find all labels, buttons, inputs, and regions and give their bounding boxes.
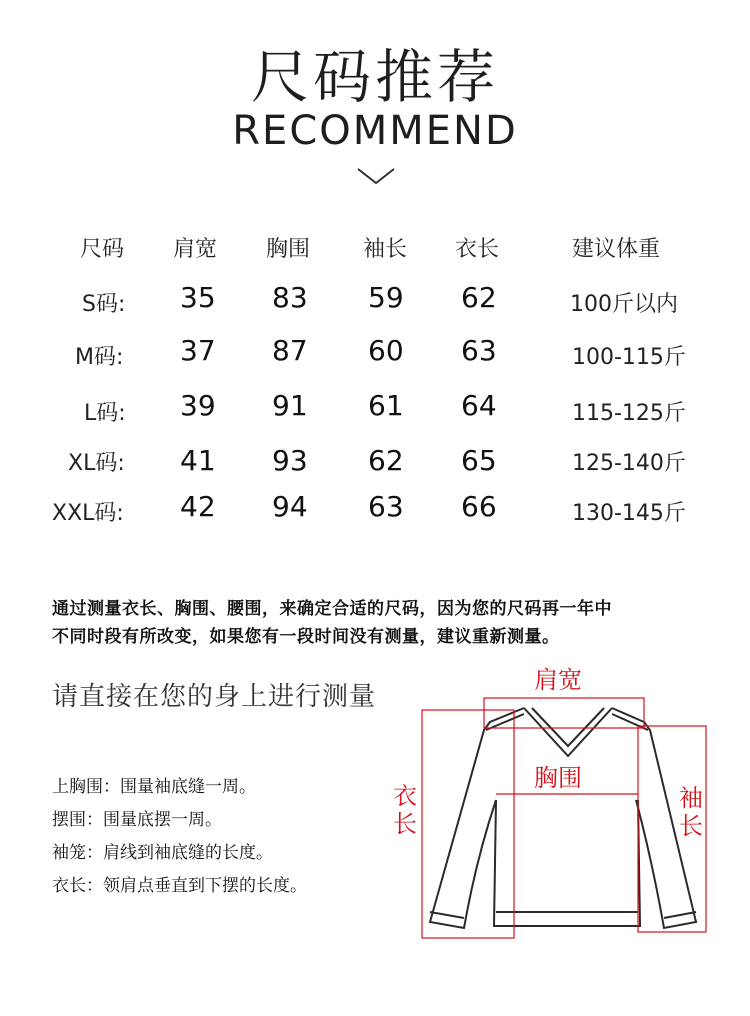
- cell-chest: 93: [272, 444, 308, 477]
- shoulder-label: 肩宽: [534, 666, 582, 694]
- cell-shoulder: 42: [180, 490, 216, 523]
- measure-item-hem: 摆围：围量底摆一周。: [52, 810, 222, 830]
- header-sleeve: 袖长: [363, 237, 408, 262]
- header-length: 衣长: [455, 237, 500, 262]
- cell-length: 65: [461, 444, 497, 477]
- chevron-down-icon: [356, 166, 396, 186]
- cell-shoulder: 41: [180, 444, 216, 477]
- header-size: 尺码: [80, 237, 125, 262]
- cell-length: 62: [461, 281, 497, 314]
- cell-chest: 94: [272, 490, 308, 523]
- measure-note-line2: 不同时段有所改变，如果您有一段时间没有测量，建议重新测量。: [52, 627, 560, 647]
- header-chest: 胸围: [266, 237, 311, 262]
- row-size-label: XL码:: [68, 451, 125, 476]
- cell-sleeve: 60: [368, 334, 404, 367]
- cell-sleeve: 61: [368, 389, 404, 422]
- measure-item-armhole: 袖笼：肩线到袖底缝的长度。: [52, 843, 273, 863]
- cell-shoulder: 39: [180, 389, 216, 422]
- header-shoulder: 肩宽: [173, 237, 218, 262]
- sleeve-label: 袖 长: [679, 784, 703, 840]
- cell-sleeve: 62: [368, 444, 404, 477]
- cell-chest: 83: [272, 281, 308, 314]
- length-label: 衣 长: [393, 782, 417, 838]
- cell-shoulder: 35: [180, 281, 216, 314]
- header-weight: 建议体重: [572, 237, 661, 262]
- cell-sleeve: 59: [368, 281, 404, 314]
- cell-weight: 125-140斤: [572, 451, 686, 476]
- measure-item-length: 衣长：领肩点垂直到下摆的长度。: [52, 876, 307, 896]
- cell-length: 63: [461, 334, 497, 367]
- cell-length: 64: [461, 389, 497, 422]
- cell-weight: 100-115斤: [572, 345, 686, 370]
- cell-sleeve: 63: [368, 490, 404, 523]
- chest-label: 胸围: [534, 764, 582, 792]
- row-size-label: L码:: [84, 401, 126, 426]
- measure-item-chest: 上胸围：围量袖底缝一周。: [52, 777, 256, 797]
- cell-chest: 91: [272, 389, 308, 422]
- measure-title: 请直接在您的身上进行测量: [52, 682, 377, 712]
- row-size-label: S码:: [82, 292, 126, 317]
- row-size-label: XXL码:: [52, 501, 124, 526]
- cell-weight: 100斤以内: [570, 292, 678, 317]
- sweater-outline: [430, 708, 696, 928]
- cell-weight: 115-125斤: [572, 401, 686, 426]
- measure-guides: [422, 698, 706, 938]
- page-title: 尺码推荐: [250, 43, 499, 111]
- cell-shoulder: 37: [180, 334, 216, 367]
- cell-length: 66: [461, 490, 497, 523]
- cell-weight: 130-145斤: [572, 501, 686, 526]
- measure-note-line1: 通过测量衣长、胸围、腰围，来确定合适的尺码，因为您的尺码再一年中: [52, 599, 612, 619]
- row-size-label: M码:: [75, 345, 124, 370]
- page-subtitle: RECOMMEND: [232, 108, 518, 154]
- cell-chest: 87: [272, 334, 308, 367]
